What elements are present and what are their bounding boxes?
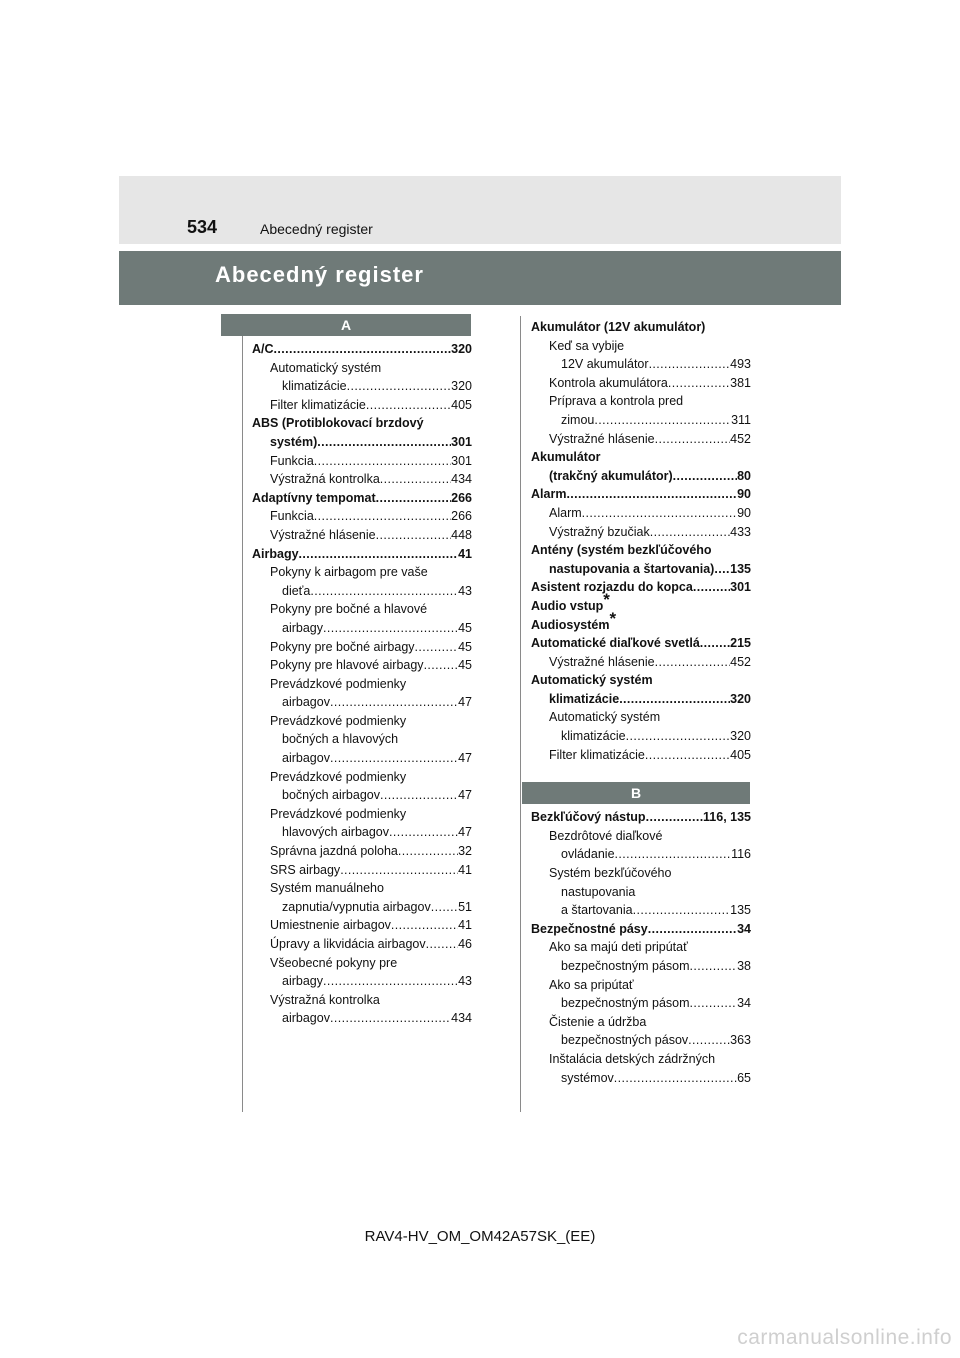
index-entry-text: Výstražné hlásenie: [549, 654, 655, 669]
dot-leader: [323, 972, 458, 991]
page-number: 534: [187, 217, 218, 237]
dot-leader: [693, 578, 730, 597]
index-entry-page[interactable]: 405: [730, 747, 751, 762]
dot-leader: [655, 430, 731, 449]
index-entry: [531, 578, 751, 597]
index-entry: [252, 600, 472, 619]
index-entry: [252, 898, 472, 917]
index-entry: [531, 883, 751, 902]
index-entry-text: Automatický systém: [531, 673, 653, 688]
index-entry-text: bezpečnostným pásom: [561, 959, 690, 973]
index-entry-text: airbagov: [282, 1011, 330, 1026]
index-entry-text: klimatizácie: [282, 379, 347, 394]
index-entry-text: Správna jazdná poloha: [270, 844, 398, 859]
index-entry: [252, 340, 472, 359]
index-entry-page[interactable]: 320: [451, 342, 472, 356]
index-entry-text: zimou: [561, 412, 595, 427]
index-entry-page[interactable]: 47: [458, 825, 472, 840]
index-entry-text: Akumulátor (12V akumulátor): [531, 320, 706, 334]
index-entry: [531, 1050, 751, 1069]
index-entry: [531, 337, 751, 356]
index-entry-text: (trakčný akumulátor): [549, 468, 673, 483]
index-entry-text: SRS airbagy: [270, 862, 341, 877]
index-entry: [531, 746, 751, 765]
index-entry-page[interactable]: 116: [731, 847, 751, 862]
index-entry: [531, 374, 751, 393]
index-entry: [252, 861, 472, 880]
index-entry-page[interactable]: 434: [451, 1011, 472, 1026]
index-entry-text: A/C: [252, 342, 274, 356]
index-entry-page[interactable]: 448: [451, 527, 472, 542]
index-entry: [252, 823, 472, 842]
index-entry-text: systémov: [561, 1070, 614, 1085]
index-entry: [252, 786, 472, 805]
column-divider-left: [242, 334, 243, 1112]
dot-leader: [700, 634, 730, 653]
index-entry-page[interactable]: 135: [730, 903, 751, 918]
index-entry-text: hlavových airbagov: [282, 825, 390, 840]
index-entry-page[interactable]: 43: [458, 974, 472, 989]
index-entry: [252, 1009, 472, 1028]
dot-leader: [376, 489, 452, 508]
index-entry-page[interactable]: 34: [737, 996, 751, 1011]
index-entry: [531, 411, 751, 430]
dot-leader: [424, 656, 459, 675]
index-entry-page[interactable]: 311: [731, 412, 751, 427]
index-entry-text: Keď sa vybije: [549, 338, 625, 353]
index-entry: [252, 712, 472, 731]
index-entry-text: Akumulátor: [531, 450, 601, 465]
dot-leader: [714, 560, 730, 579]
index-entry-page[interactable]: 433: [730, 524, 751, 539]
index-entry-text: Filter klimatizácie: [270, 397, 366, 412]
index-entry-page[interactable]: 45: [458, 639, 472, 654]
index-entry-text: Bezdrôtové diaľkové: [549, 828, 663, 843]
index-entry: [531, 827, 751, 846]
dot-leader: [690, 957, 738, 976]
dot-leader: [310, 582, 458, 601]
index-entry: [252, 489, 472, 508]
index-entry-page[interactable]: 46: [458, 937, 472, 951]
dot-leader: [582, 504, 737, 523]
header-section-title: Abecedný register: [260, 221, 373, 237]
index-column-left: [252, 314, 472, 1028]
index-entry: [531, 864, 751, 883]
dot-leader: [649, 355, 731, 374]
dot-leader: [389, 823, 458, 842]
index-entry-text: bočných airbagov: [282, 788, 380, 803]
index-entry-page[interactable]: 34: [737, 921, 751, 936]
index-entry-text: a štartovania: [561, 903, 633, 918]
index-entry-page[interactable]: 135: [730, 561, 751, 576]
index-entry: [252, 452, 472, 471]
index-entry: [531, 901, 751, 920]
index-entry: [531, 653, 751, 672]
dot-leader: [645, 746, 730, 765]
dot-leader: [655, 653, 731, 672]
index-entry-text: systém): [270, 434, 318, 449]
index-entry-text: Prevádzkové podmienky: [270, 713, 407, 728]
index-entry-text: Alarm: [549, 505, 582, 520]
index-entry: [252, 842, 472, 861]
dot-leader: [688, 1031, 730, 1050]
index-entry: [252, 470, 472, 489]
index-entry-page[interactable]: 38: [737, 959, 751, 973]
index-entry-page[interactable]: 51: [458, 899, 472, 914]
index-entry: [531, 504, 751, 523]
index-entry: [531, 467, 751, 486]
index-entry: [252, 526, 472, 545]
index-entry-text: Asistent rozjazdu do kopca: [531, 580, 693, 595]
dot-leader: [380, 786, 458, 805]
section-header-a: A: [221, 314, 471, 336]
dot-leader: [391, 916, 458, 935]
index-entry-text: nastupovania: [561, 884, 636, 899]
index-entry-text: Bezkľúčový nástup: [531, 810, 646, 825]
index-entry-text: Automatický systém: [270, 360, 382, 375]
index-entry-page[interactable]: 116, 135: [703, 810, 751, 825]
dot-leader: [626, 727, 731, 746]
dot-leader: [314, 507, 451, 526]
dot-leader: [366, 396, 451, 415]
index-entry: [531, 708, 751, 727]
index-entry-text: Pokyny pre hlavové airbagy: [270, 658, 424, 673]
index-entry-text: Čistenie a údržba: [549, 1014, 647, 1029]
index-entry-page[interactable]: 266: [451, 490, 472, 505]
index-entry-text: Antény (systém bezkľúčového: [531, 543, 712, 558]
index-entry: [252, 693, 472, 712]
dot-leader: [690, 994, 738, 1013]
index-entry: [531, 448, 751, 467]
index-entry: [252, 414, 472, 433]
index-entry-page[interactable]: 434: [451, 472, 472, 487]
dot-leader: [330, 749, 458, 768]
index-entry-text: Filter klimatizácie: [549, 747, 645, 762]
index-entry-text: 12V akumulátor: [561, 357, 649, 372]
index-entry-text: Pokyny k airbagom pre vaše: [270, 565, 428, 580]
index-entry: [531, 690, 751, 709]
index-entry: [531, 1013, 751, 1032]
index-entry: [531, 1069, 751, 1088]
dot-leader: [314, 452, 451, 471]
dot-leader: [673, 467, 737, 486]
index-entry: [252, 954, 472, 973]
index-entry: [252, 359, 472, 378]
index-entry: [531, 541, 751, 560]
index-entry-text: Funkcia: [270, 453, 314, 468]
dot-leader: [398, 842, 458, 861]
section-header-b: B: [522, 782, 750, 804]
index-entry-page[interactable]: 45: [458, 658, 472, 673]
dot-leader: [650, 523, 730, 542]
index-entry-text: Systém bezkľúčového: [549, 866, 672, 881]
index-entry-text: Systém manuálneho: [270, 881, 384, 896]
index-entry-page[interactable]: 41: [458, 862, 472, 877]
dot-leader: [376, 526, 452, 545]
index-entry: [252, 805, 472, 824]
index-entry-page[interactable]: 452: [730, 431, 751, 446]
index-entry-text: zapnutia/vypnutia airbagov: [282, 899, 431, 914]
index-entry-page[interactable]: 452: [730, 654, 751, 669]
index-column-right: [531, 318, 751, 1087]
dot-leader: [380, 470, 451, 489]
dot-leader: [415, 638, 459, 657]
index-entry-page[interactable]: 320: [451, 379, 472, 394]
header-band: [119, 176, 841, 244]
index-entry-text: ovládanie: [561, 847, 615, 862]
index-entry-page[interactable]: 90: [737, 487, 751, 502]
page-title: Abecedný register: [215, 262, 424, 287]
index-entry-text: dieťa: [282, 583, 311, 598]
index-entry-page[interactable]: 215: [730, 636, 751, 651]
dot-leader: [274, 340, 452, 359]
index-entry-text: airbagy: [282, 620, 323, 635]
index-entry-page[interactable]: 320: [730, 729, 751, 744]
index-entry: [531, 485, 751, 504]
index-entry-text: airbagov: [282, 751, 330, 766]
index-entry: [252, 879, 472, 898]
index-entry: [252, 768, 472, 787]
index-entry: [252, 638, 472, 657]
index-entry-text: nastupovania a štartovania): [549, 561, 715, 576]
index-entry-text: klimatizácie: [549, 691, 620, 706]
index-entry-text: Ako sa pripútať: [549, 977, 634, 992]
index-entry-page[interactable]: 43: [458, 583, 472, 598]
index-entry-text: Výstražná kontrolka: [270, 472, 380, 487]
index-entry-page[interactable]: 301: [451, 434, 472, 449]
index-entry: [252, 730, 472, 749]
index-entry-page[interactable]: 301: [451, 453, 472, 468]
dot-leader: [340, 861, 458, 880]
index-entry-text: Úpravy a likvidácia airbagov: [270, 937, 426, 951]
index-entry-page[interactable]: 493: [730, 357, 751, 372]
index-entry-text: Príprava a kontrola pred: [549, 394, 684, 409]
index-entry-page[interactable]: 47: [458, 751, 472, 766]
index-entry-text: Pokyny pre bočné a hlavové: [270, 602, 428, 617]
index-entry: [531, 920, 751, 939]
index-entry-text: Inštalácia detských zádržných: [549, 1051, 716, 1066]
dot-leader: [619, 690, 730, 709]
index-entry-page[interactable]: 47: [458, 788, 472, 803]
index-entry-page[interactable]: 90: [737, 505, 751, 520]
index-entry-text: bočných a hlavových: [282, 732, 399, 747]
dot-leader: [648, 920, 737, 939]
dot-leader: [330, 1009, 451, 1028]
index-entry: [252, 656, 472, 675]
index-entry-text: bezpečnostných pásov: [561, 1033, 689, 1048]
index-entry: [252, 935, 472, 954]
index-entry-text: Alarm: [531, 487, 567, 502]
index-entry-text: Prevádzkové podmienky: [270, 769, 407, 784]
index-entry-text: airbagy: [282, 974, 323, 989]
dot-leader: [646, 808, 703, 827]
index-entry-text: Audio vstup*: [531, 589, 610, 613]
index-entry-page[interactable]: 301: [730, 580, 751, 595]
column-divider-right: [520, 316, 521, 1112]
dot-leader: [668, 374, 730, 393]
index-entry: [252, 563, 472, 582]
index-entry-text: Pokyny pre bočné airbagy: [270, 639, 415, 654]
index-entry: [531, 430, 751, 449]
index-entry: [531, 392, 751, 411]
dot-leader: [299, 545, 459, 564]
index-entry-text: Kontrola akumulátora: [549, 375, 668, 390]
index-entry: [252, 972, 472, 991]
index-entry-text: Umiestnenie airbagov: [270, 918, 391, 933]
index-entry: [252, 619, 472, 638]
index-entry-page[interactable]: 41: [458, 918, 472, 933]
index-entry-page[interactable]: 266: [451, 509, 472, 524]
dot-leader: [347, 377, 452, 396]
index-entry: [531, 634, 751, 653]
index-entry-text: airbagov: [282, 695, 330, 710]
index-entry-text: Automatický systém: [549, 710, 661, 725]
index-entry: [252, 916, 472, 935]
index-entry: [531, 608, 751, 635]
index-entry-page[interactable]: 41: [458, 546, 472, 561]
index-entry: [252, 507, 472, 526]
index-entry-text: ABS (Protiblokovací brzdový: [252, 416, 424, 431]
index-entry: [531, 589, 751, 616]
index-entry: [531, 523, 751, 542]
index-entry: [531, 1031, 751, 1050]
index-entry: [531, 355, 751, 374]
index-entry: [531, 976, 751, 995]
index-entry-text: Ako sa majú deti pripútať: [549, 940, 688, 955]
index-entry-page[interactable]: 45: [458, 620, 472, 635]
index-entry: [252, 377, 472, 396]
dot-leader: [431, 898, 458, 917]
dot-leader: [594, 411, 731, 430]
index-entry-text: Prevádzkové podmienky: [270, 676, 407, 691]
index-entry: [531, 994, 751, 1013]
index-entry-page[interactable]: 405: [451, 397, 472, 412]
index-entry: [252, 749, 472, 768]
index-entry-text: Funkcia: [270, 509, 314, 524]
index-entry: [252, 545, 472, 564]
dot-leader: [566, 485, 737, 504]
index-entry-page[interactable]: 381: [730, 375, 751, 390]
index-entry: [252, 396, 472, 415]
index-entry: [531, 957, 751, 976]
index-entry-text: Výstražný bzučiak: [549, 524, 650, 539]
index-entry-text: Airbagy: [252, 546, 299, 561]
index-entry-page[interactable]: 363: [730, 1033, 751, 1048]
index-entry-page[interactable]: 32: [458, 844, 472, 859]
index-entry-page[interactable]: 65: [737, 1070, 751, 1085]
index-entry-text: Výstražná kontrolka: [270, 992, 380, 1007]
index-entry-text: Prevádzkové podmienky: [270, 806, 407, 821]
index-entry: [531, 808, 751, 827]
index-entry-page[interactable]: 320: [730, 691, 751, 706]
index-entry-text: Audiosystém*: [531, 608, 617, 632]
dot-leader: [330, 693, 458, 712]
index-entry-page[interactable]: 80: [737, 468, 751, 483]
dot-leader: [633, 901, 731, 920]
index-entry: [531, 560, 751, 579]
dot-leader: [614, 1069, 737, 1088]
footnote-asterisk: *: [609, 608, 617, 628]
index-entry-text: Výstražné hlásenie: [270, 527, 376, 542]
index-entry-text: Adaptívny tempomat: [252, 490, 376, 505]
index-entry: [531, 318, 751, 337]
index-entry: [252, 433, 472, 452]
index-entry: [531, 938, 751, 957]
index-entry-text: Automatické diaľkové svetlá: [531, 636, 700, 651]
index-entry-text: Bezpečnostné pásy: [531, 921, 648, 936]
index-entry: [531, 727, 751, 746]
footer-model-code: RAV4-HV_OM_OM42A57SK_(EE): [364, 1228, 596, 1245]
footnote-asterisk: *: [603, 589, 610, 609]
index-entry: [252, 582, 472, 601]
dot-leader: [426, 935, 458, 954]
dot-leader: [323, 619, 458, 638]
index-entry: [531, 845, 751, 864]
index-entry: [252, 675, 472, 694]
dot-leader: [317, 433, 451, 452]
dot-leader: [615, 845, 732, 864]
index-entry-text: bezpečnostným pásom: [561, 996, 690, 1011]
index-entry-text: Všeobecné pokyny pre: [270, 955, 398, 970]
index-entry: [252, 991, 472, 1010]
index-entry-text: Výstražné hlásenie: [549, 431, 655, 446]
index-entry: [531, 671, 751, 690]
index-entry-text: klimatizácie: [561, 729, 626, 744]
index-entry-page[interactable]: 47: [458, 695, 472, 710]
watermark: carmanualsonline.info: [737, 1326, 952, 1349]
